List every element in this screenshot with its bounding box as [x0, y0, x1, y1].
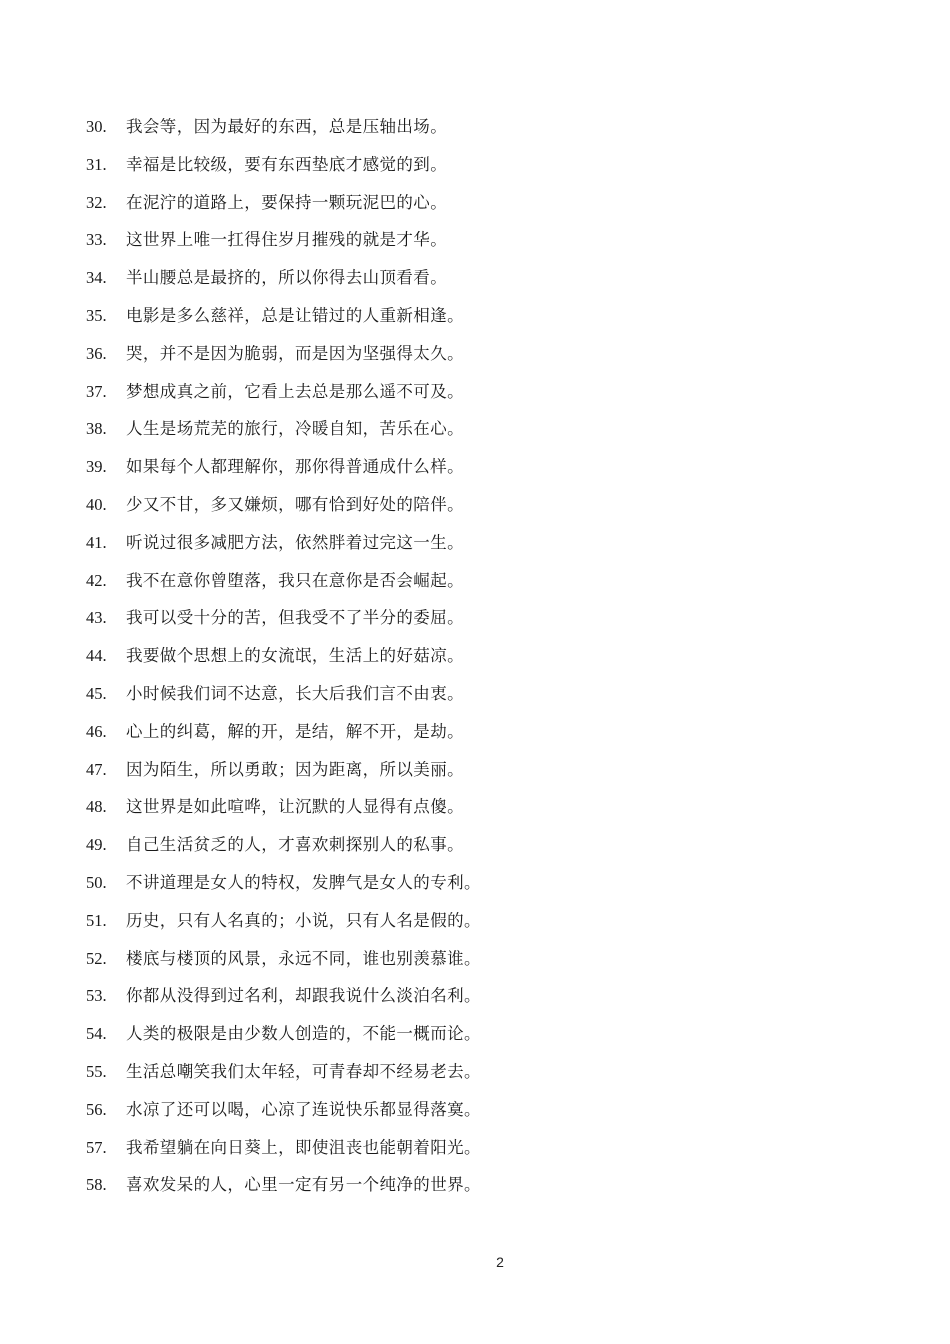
- item-number: 54.: [86, 1024, 107, 1044]
- item-text: 在泥泞的道路上，要保持一颗玩泥巴的心。: [126, 192, 448, 212]
- item-number: 41.: [86, 532, 107, 552]
- list-item: [86, 984, 481, 1022]
- item-text: 这世界是如此喧哗，让沉默的人显得有点傻。: [126, 797, 464, 817]
- list-item: [86, 1173, 481, 1211]
- item-number: 49.: [86, 835, 107, 855]
- item-text: 心上的纠葛，解的开，是结，解不开，是劫。: [126, 721, 464, 741]
- item-number: 43.: [86, 608, 107, 628]
- list-item: [86, 417, 481, 455]
- item-number: 40.: [86, 494, 107, 514]
- list-item: [86, 833, 481, 871]
- item-text: 梦想成真之前，它看上去总是那么遥不可及。: [126, 381, 464, 401]
- item-number: 34.: [86, 268, 107, 288]
- list-item: [86, 191, 481, 229]
- item-text: 因为陌生，所以勇敢；因为距离，所以美丽。: [126, 759, 464, 779]
- item-text: 我会等，因为最好的东西，总是压轴出场。: [126, 117, 448, 136]
- item-number: 33.: [86, 230, 107, 250]
- item-text: 我不在意你曾堕落，我只在意你是否会崛起。: [126, 570, 464, 590]
- list-item: [86, 909, 481, 947]
- item-text: 喜欢发呆的人，心里一定有另一个纯净的世界。: [126, 1175, 481, 1195]
- list-item: [86, 947, 481, 985]
- list-item: [86, 1060, 481, 1098]
- list-item: [86, 569, 481, 607]
- item-number: 50.: [86, 872, 107, 892]
- list-item: [86, 153, 481, 191]
- list-item: [86, 644, 481, 682]
- item-text: 我可以受十分的苦，但我受不了半分的委屈。: [126, 608, 464, 628]
- item-text: 电影是多么慈祥，总是让错过的人重新相逢。: [126, 305, 464, 325]
- item-text: 幸福是比较级，要有东西垫底才感觉的到。: [126, 154, 448, 174]
- list-item: [86, 1136, 481, 1174]
- list-item: [86, 1098, 481, 1136]
- quote-list: [86, 115, 481, 1211]
- list-item: [86, 380, 481, 418]
- item-text: 半山腰总是最挤的，所以你得去山顶看看。: [126, 268, 448, 288]
- item-number: 39.: [86, 457, 107, 477]
- item-text: 这世界上唯一扛得住岁月摧残的就是才华。: [126, 230, 448, 250]
- item-number: 48.: [86, 797, 107, 817]
- list-item: [86, 795, 481, 833]
- item-number: 56.: [86, 1099, 107, 1119]
- list-item: [86, 115, 481, 153]
- item-text: 小时候我们词不达意，长大后我们言不由衷。: [126, 683, 464, 703]
- list-item: [86, 304, 481, 342]
- item-text: 自己生活贫乏的人，才喜欢刺探别人的私事。: [126, 835, 464, 855]
- item-text: 人类的极限是由少数人创造的，不能一概而论。: [126, 1024, 481, 1044]
- list-item: [86, 531, 481, 569]
- list-item: [86, 871, 481, 909]
- item-number: 42.: [86, 570, 107, 590]
- item-number: 55.: [86, 1061, 107, 1081]
- item-number: 57.: [86, 1137, 107, 1157]
- item-number: 53.: [86, 986, 107, 1006]
- item-text: 历史，只有人名真的；小说，只有人名是假的。: [126, 910, 481, 930]
- item-number: 35.: [86, 305, 107, 325]
- item-text: 听说过很多减肥方法，依然胖着过完这一生。: [126, 532, 464, 552]
- item-text: 楼底与楼顶的风景，永远不同，谁也别羡慕谁。: [126, 948, 481, 968]
- item-text: 我要做个思想上的女流氓，生活上的好菇凉。: [126, 646, 464, 666]
- list-item: [86, 455, 481, 493]
- item-number: 30.: [86, 117, 107, 136]
- item-number: 32.: [86, 192, 107, 212]
- list-item: [86, 493, 481, 531]
- list-item: [86, 720, 481, 758]
- list-item: [86, 1022, 481, 1060]
- item-text: 水凉了还可以喝，心凉了连说快乐都显得落寞。: [126, 1099, 481, 1119]
- item-text: 不讲道理是女人的特权，发脾气是女人的专利。: [126, 872, 481, 892]
- item-text: 如果每个人都理解你，那你得普通成什么样。: [126, 457, 464, 477]
- item-text: 你都从没得到过名利，却跟我说什么淡泊名利。: [126, 986, 481, 1006]
- item-number: 38.: [86, 419, 107, 439]
- item-number: 58.: [86, 1175, 107, 1195]
- item-text: 哭，并不是因为脆弱，而是因为坚强得太久。: [126, 343, 464, 363]
- item-text: 人生是场荒芜的旅行，冷暖自知，苦乐在心。: [126, 419, 464, 439]
- item-number: 31.: [86, 154, 107, 174]
- item-number: 44.: [86, 646, 107, 666]
- item-number: 46.: [86, 721, 107, 741]
- item-text: 生活总嘲笑我们太年轻，可青春却不经易老去。: [126, 1061, 481, 1081]
- item-number: 52.: [86, 948, 107, 968]
- list-item: [86, 758, 481, 796]
- item-text: 少又不甘，多又嫌烦，哪有恰到好处的陪伴。: [126, 494, 464, 514]
- item-number: 36.: [86, 343, 107, 363]
- item-number: 51.: [86, 910, 107, 930]
- item-number: 47.: [86, 759, 107, 779]
- list-item: [86, 342, 481, 380]
- page-number: 2: [496, 1254, 504, 1270]
- list-item: [86, 266, 481, 304]
- item-number: 45.: [86, 683, 107, 703]
- list-item: [86, 682, 481, 720]
- list-item: [86, 228, 481, 266]
- list-item: [86, 606, 481, 644]
- item-number: 37.: [86, 381, 107, 401]
- item-text: 我希望躺在向日葵上，即使沮丧也能朝着阳光。: [126, 1137, 481, 1157]
